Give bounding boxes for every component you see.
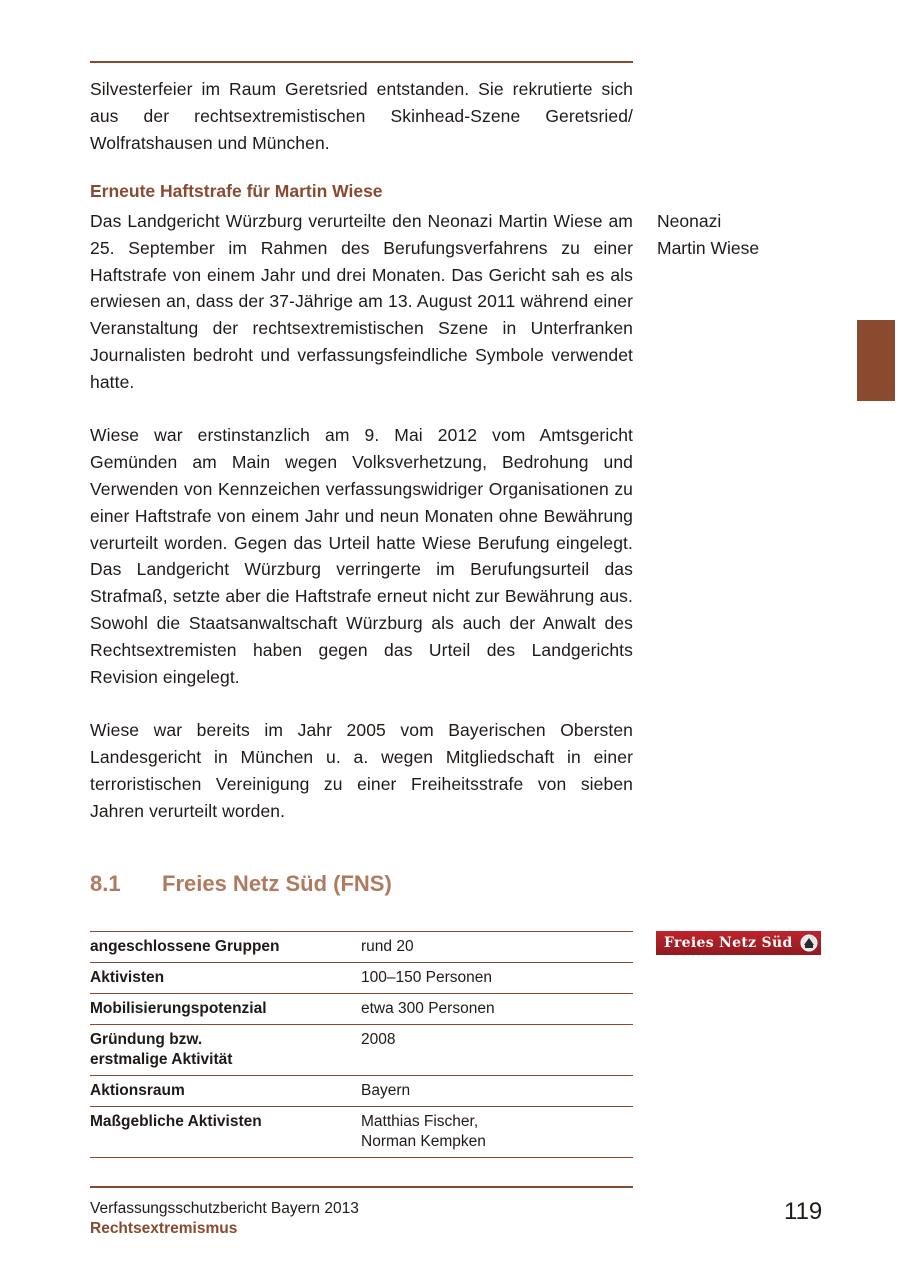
page-number: 119 (784, 1198, 823, 1225)
fact-value: 100–150 Personen (361, 969, 493, 986)
table-row (90, 1075, 633, 1106)
fact-label: Aktionsraum (90, 1082, 185, 1099)
fact-table (90, 931, 633, 1158)
table-row (90, 993, 633, 1024)
section-heading (90, 871, 392, 897)
table-row (90, 1024, 633, 1075)
fns-logo-text: Freies Netz Süd (664, 935, 793, 951)
table-row (90, 931, 633, 962)
fact-label: Maßgebliche Aktivisten (90, 1113, 262, 1130)
fact-value: etwa 300 Personen (361, 1000, 495, 1017)
top-rule (90, 61, 633, 63)
article-body (90, 208, 633, 824)
fact-value: Bayern (361, 1082, 411, 1099)
margin-note-line-2: Martin Wiese (657, 237, 760, 258)
fact-label: Mobilisierungspotenzial (90, 1000, 267, 1017)
chapter-tab-marker (857, 320, 895, 401)
footer-rule (90, 1186, 633, 1188)
fns-logo (656, 931, 821, 955)
footer-title: Verfassungsschutzbericht Bayern 2013 (90, 1200, 359, 1217)
section-title: Freies Netz Süd (FNS) (162, 871, 392, 896)
article-paragraph-1: Das Landgericht Würzburg verurteilte den Neonazi Martin Wiese am 25. September im Rahmen des Berufungsverfahrens zu einer Haftstrafe von einem Jahr und drei Monaten. Das Gericht sah es als erwiesen an, dass der 37-Jährige am 13. August 2011 während einer Veranstaltung der rechtsextremistischen Szene in Unterfranken Journalisten bedroht und verfassungsfeindliche Symbole verwendet hatte. (90, 211, 633, 392)
intro-paragraph-block (90, 76, 633, 156)
intro-paragraph: Silvesterfeier im Raum Geretsried entstanden. Sie rekrutierte sich aus der rechtsextremistischen Skinhead-Szene Geretsried/ Wolfratshausen und München. (90, 79, 633, 153)
fact-label: Gründung bzw. erstmalige Aktivität (90, 1031, 233, 1068)
footer-subtitle: Rechtsextremismus (90, 1220, 238, 1237)
fact-label: Aktivisten (90, 969, 165, 986)
fact-value: rund 20 (361, 938, 414, 955)
fact-value: 2008 (361, 1031, 396, 1048)
fact-value: Matthias Fischer, Norman Kempken (361, 1113, 486, 1150)
table-row (90, 962, 633, 993)
article-subheading: Erneute Haftstrafe für Martin Wiese (90, 181, 383, 201)
margin-note (657, 208, 817, 262)
margin-note-line-1: Neonazi (657, 211, 722, 231)
article-paragraph-3: Wiese war bereits im Jahr 2005 vom Bayerischen Obersten Landesgericht in München u. a. wegen Mitgliedschaft in einer terroristischen Vereinigung zu einer Freiheitsstrafe von sieben Jahren verurteilt worden. (90, 720, 633, 821)
section-number: 8.1 (90, 871, 121, 896)
article-paragraph-2: Wiese war erstinstanzlich am 9. Mai 2012 vom Amtsgericht Gemünden am Main wegen Volksverhetzung, Bedrohung und Verwenden von Kennzeichen verfassungswidriger Organisationen zu einer Haftstrafe von einem Jahr und neun Monaten ohne Bewährung verurteilt worden. Gegen das Urteil hatte Wiese Berufung eingelegt. Das Landgericht Würzburg verringerte im Berufungsurteil das Strafmaß, setzte aber die Haftstrafe erneut nicht zur Bewährung aus. Sowohl die Staatsanwaltschaft Würzburg als auch der Anwalt des Rechtsextremisten haben gegen das Urteil des Landgerichts Revision eingelegt. (90, 425, 633, 687)
fns-logo-emblem-icon (800, 934, 818, 952)
table-row (90, 1106, 633, 1158)
fact-label: angeschlossene Gruppen (90, 938, 280, 955)
